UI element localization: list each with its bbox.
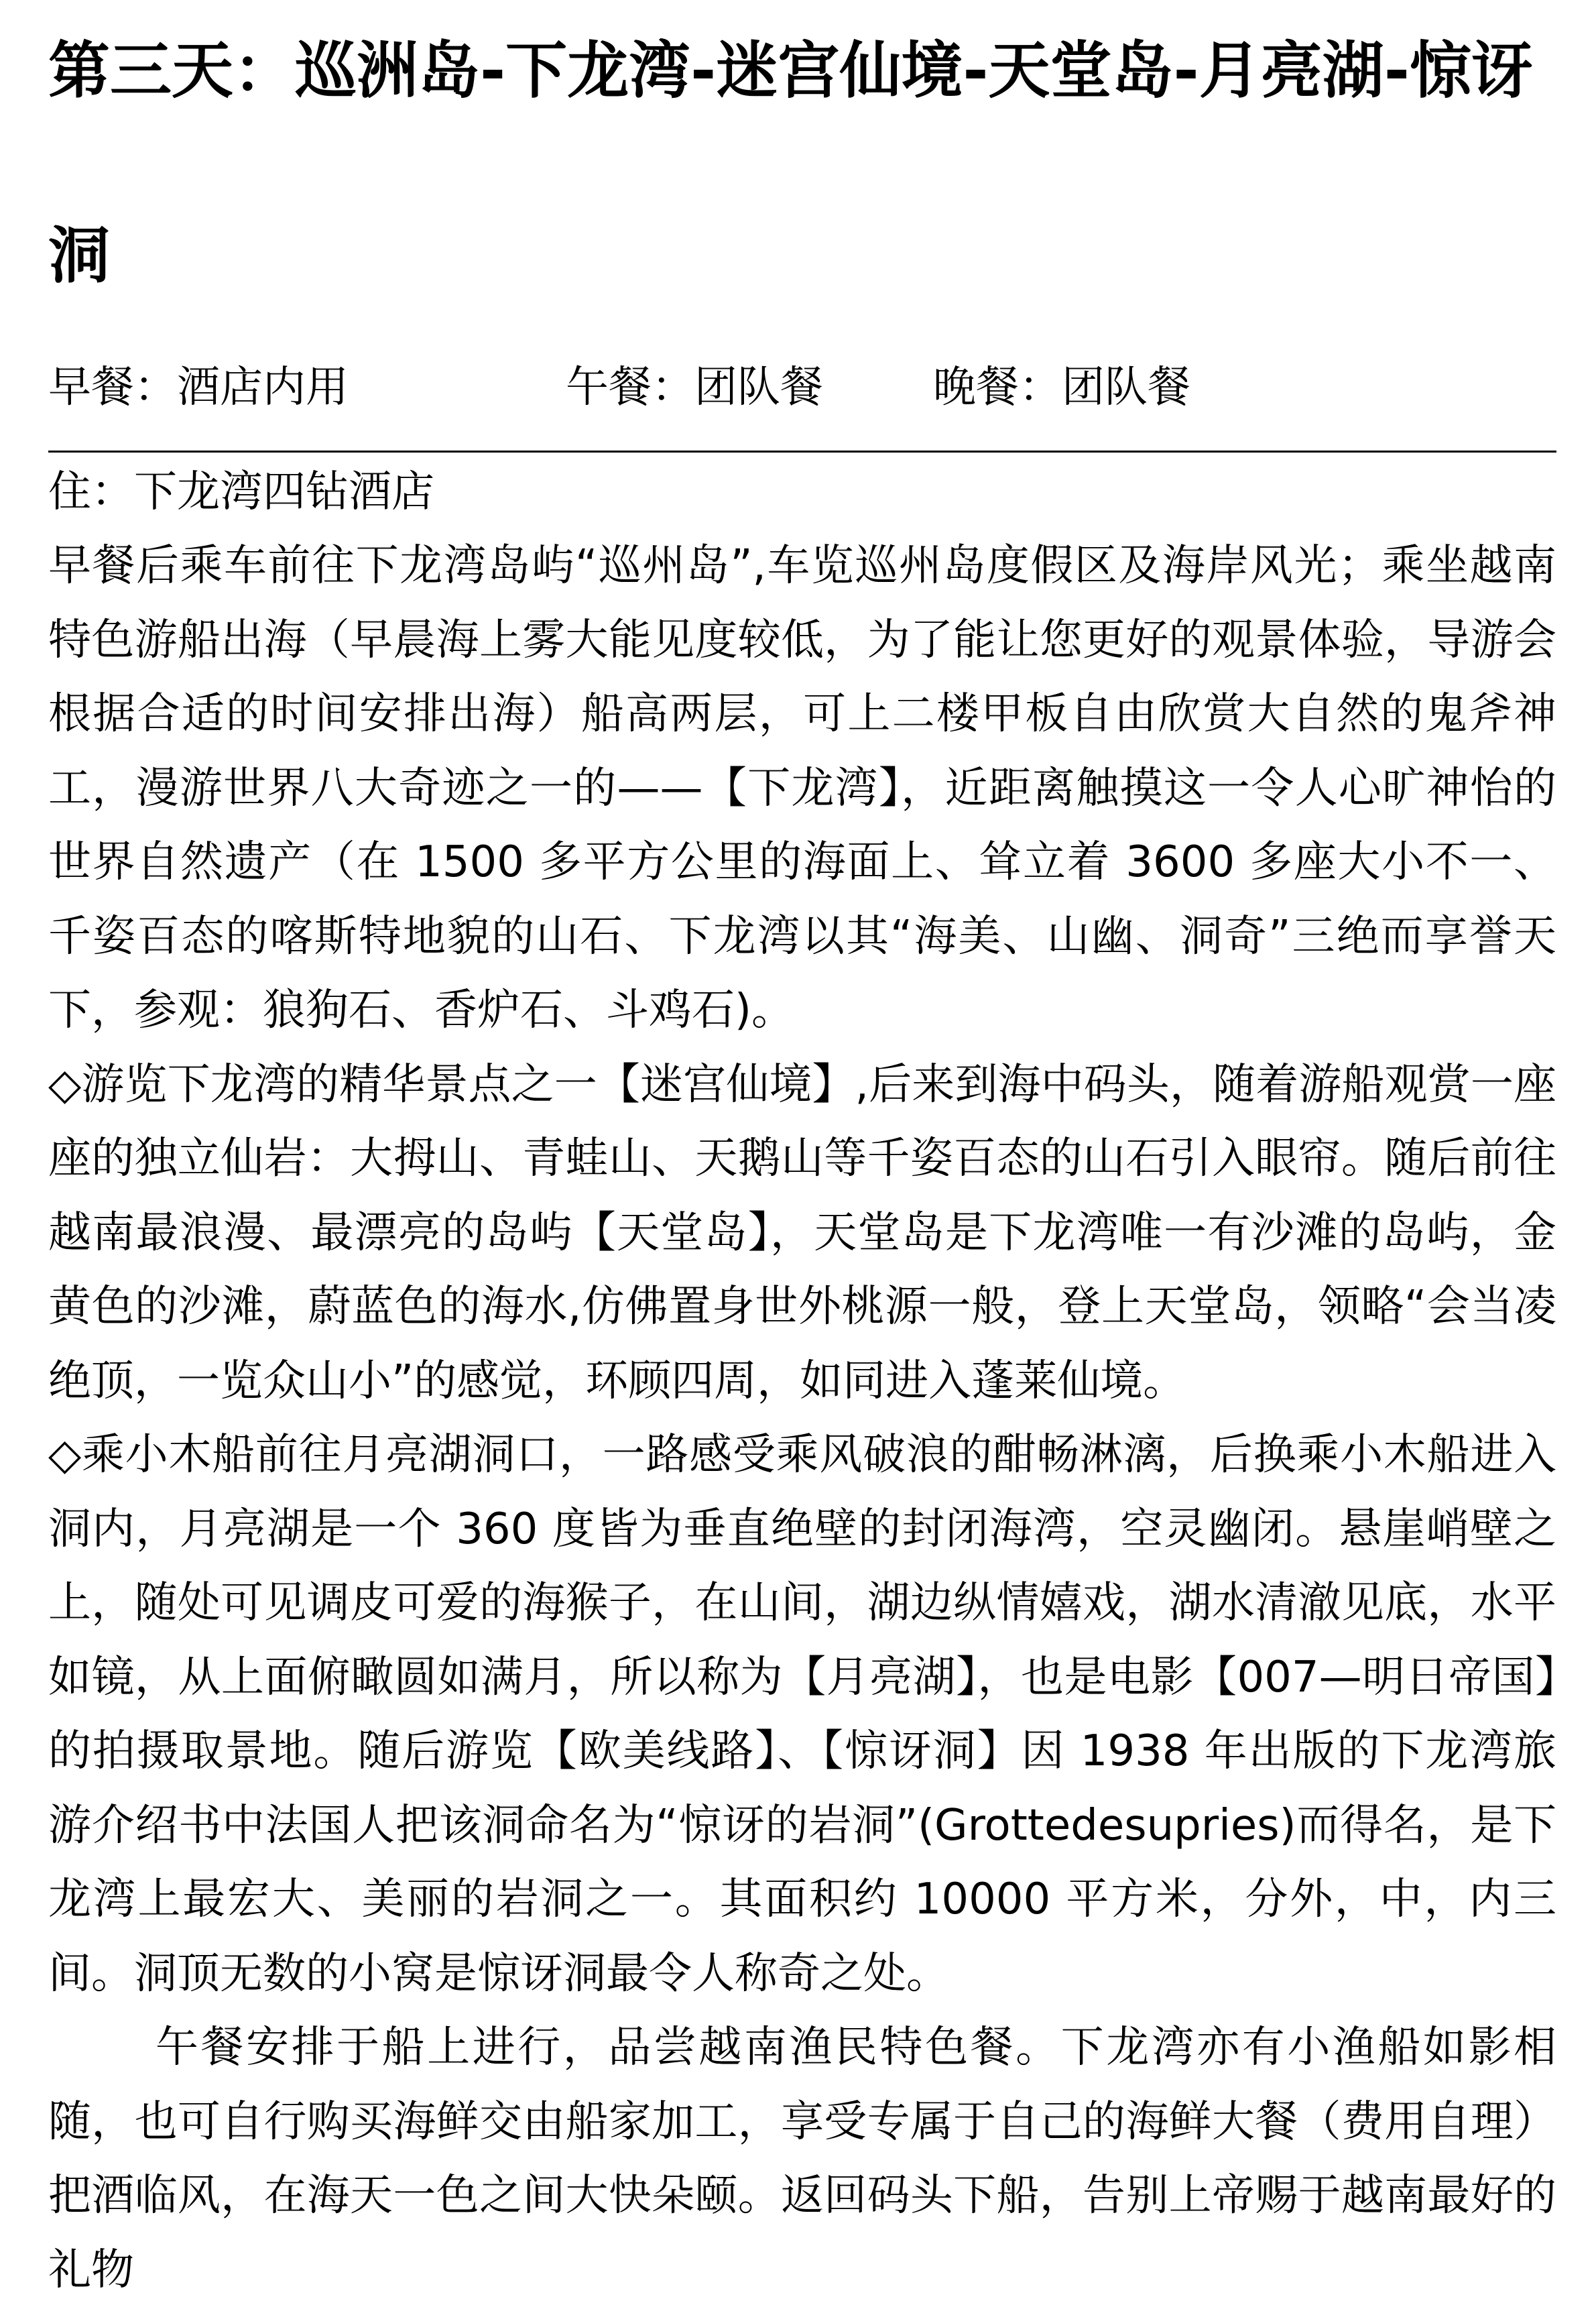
section-divider [48,451,1556,453]
day-heading: 第三天：巡洲岛-下龙湾-迷宫仙境-天堂岛-月亮湖-惊讶洞 [48,35,1533,292]
itinerary-paragraph-1: 早餐后乘车前往下龙湾岛屿“巡州岛”,车览巡州岛度假区及海岸风光；乘坐越南特色游船出海（早晨海上雾大能见度较低，为了能让您更好的观景体验，导游会根据合适的时间安排出海）船高两层，可上二楼甲板自由欣赏大自然的鬼斧神工，漫游世界八大奇迹之一的——【下龙湾】，近距离触摸这一令人心旷神怡的世界自然遗产（在 1500 多平方公里的海面上、耸立着 3600 多座大小不一、千姿百态的喀斯特地貌的山石、下龙湾以其“海美、山幽、洞奇”三绝而享誉天下，参观：狼狗石、香炉石、斗鸡石)。 [48,541,1556,1035]
lodging-info: 住：下龙湾四钻酒店 [48,467,434,517]
meals-row [48,350,1556,425]
dinner-info: 晚餐：团队餐 [933,363,1190,412]
itinerary-paragraph-3: ◇乘小木船前往月亮湖洞口，一路感受乘风破浪的酣畅淋漓，后换乘小木船进入洞内，月亮湖是一个 360 度皆为垂直绝壁的封闭海湾，空灵幽闭。悬崖峭壁之上，随处可见调皮可爱的海猴子，在山间，湖边纵情嬉戏，湖水清澈见底，水平如镜，从上面俯瞰圆如满月，所以称为【月亮湖】，也是电影【007—明日帝国】的拍摄取景地。随后游览【欧美线路】、【惊讶洞】因 1938 年出版的下龙湾旅游介绍书中法国人把该洞命名为“惊讶的岩洞”(Grottedesupries)而得名，是下龙湾上最宏大、美丽的岩洞之一。其面积约 10000 平方米，分外，中，内三间。洞顶无数的小窝是惊讶洞最令人称奇之处。 [48,1430,1556,1999]
lunch-info: 午餐：团队餐 [566,363,823,412]
itinerary-paragraph-2: ◇游览下龙湾的精华景点之一【迷宫仙境】,后来到海中码头，随着游船观赏一座座的独立仙岩：大拇山、青蛙山、天鹅山等千姿百态的山石引入眼帘。随后前往越南最浪漫、最漂亮的岛屿【天堂岛】，天堂岛是下龙湾唯一有沙滩的岛屿，金黄色的沙滩，蔚蓝色的海水,仿佛置身世外桃源一般，登上天堂岛，领略“会当凌绝顶，一览众山小”的感觉，环顾四周，如同进入蓬莱仙境。 [48,1059,1556,1406]
breakfast-info: 早餐：酒店内用 [48,363,349,412]
itinerary-paragraph-4: 午餐安排于船上进行，品尝越南渔民特色餐。下龙湾亦有小渔船如影相随，也可自行购买海鲜交由船家加工，享受专属于自己的海鲜大餐（费用自理）把酒临风，在海天一色之间大快朵颐。返回码头下船，告别上帝赐于越南最好的礼物 [48,2023,1556,2295]
document-page [48,27,1556,2307]
